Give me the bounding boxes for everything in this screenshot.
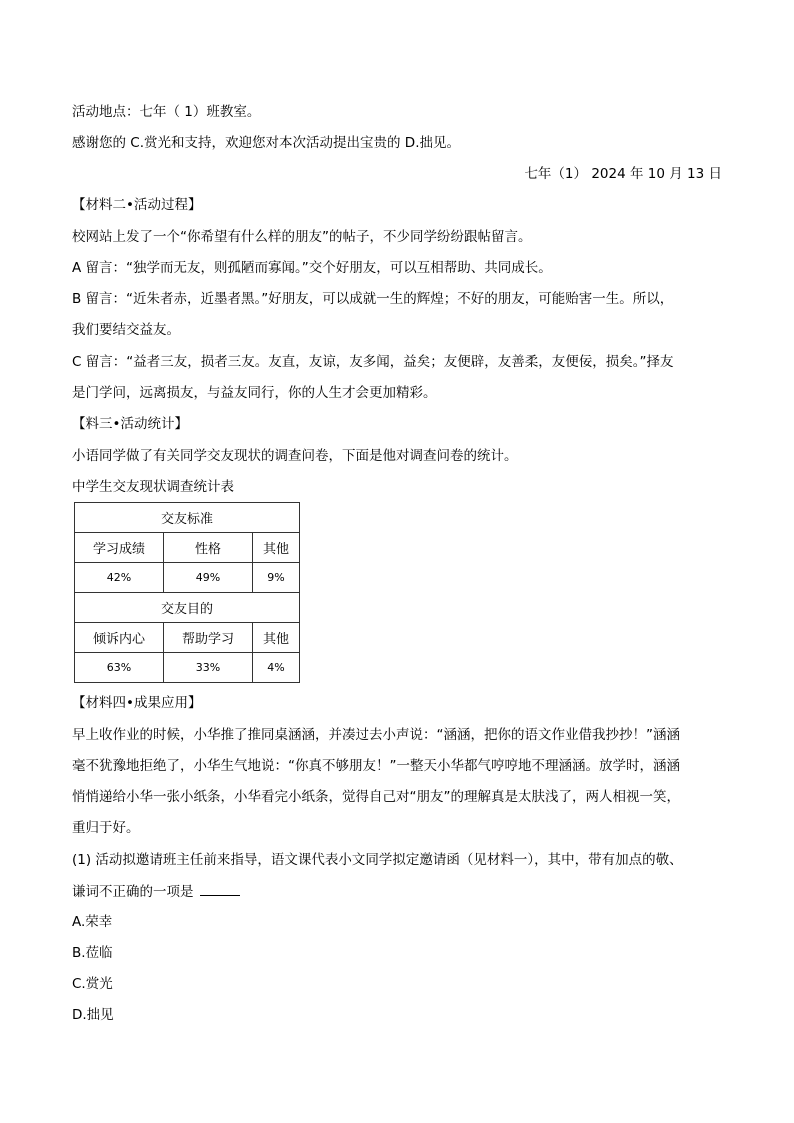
table-header-cell: 其他	[253, 623, 300, 653]
table-value-cell: 49%	[164, 563, 253, 593]
table-header-cell: 性格	[164, 533, 253, 563]
table-header-cell: 学习成绩	[75, 533, 164, 563]
message-c-line1: C 留言：“益者三友，损者三友。友直，友谅，友多闻，益矣；友便辟，友善柔，友便佞，损矣。”择友	[72, 354, 674, 370]
table-row	[75, 533, 300, 563]
message-a: A 留言：“独学而无友，则孤陋而寡闻。”交个好朋友，可以互相帮助、共同成长。	[72, 260, 552, 276]
message-c-line2: 是门学问，远离损友，与益友同行，你的人生才会更加精彩。	[72, 385, 437, 401]
table-header-cell: 其他	[253, 533, 300, 563]
option-c[interactable]: C.赏光	[72, 976, 113, 992]
message-b-line2: 我们要结交益友。	[72, 322, 180, 338]
table-header-cell: 帮助学习	[164, 623, 253, 653]
section1-title: 交友标准	[75, 503, 300, 533]
table-row	[75, 623, 300, 653]
signature-date: 七年（1） 2024 年 10 月 13 日	[524, 166, 722, 182]
table-title: 中学生交友现状调查统计表	[72, 479, 234, 495]
material2-intro: 校网站上发了一个“你希望有什么样的朋友”的帖子，不少同学纷纷跟帖留言。	[72, 229, 532, 245]
material2-heading: 【材料二•活动过程】	[72, 197, 202, 213]
table-value-cell: 33%	[164, 653, 253, 683]
table-value-cell: 4%	[253, 653, 300, 683]
material4-paragraph-line1: 早上收作业的时候，小华推了推同桌涵涵，并凑过去小声说：“涵涵，把你的语文作业借我抄抄！”涵涵	[72, 727, 680, 743]
material4-heading: 【材料四•成果应用】	[72, 695, 202, 711]
material3-intro: 小语同学做了有关同学交友现状的调查问卷，下面是他对调查问卷的统计。	[72, 448, 518, 464]
table-row	[75, 503, 300, 533]
message-b-line1: B 留言：“近朱者赤，近墨者黑。”好朋友，可以成就一生的辉煌；不好的朋友，可能贻害一生。所以，	[72, 291, 674, 307]
table-value-cell: 9%	[253, 563, 300, 593]
survey-table	[74, 502, 300, 683]
question1-stem-line2	[72, 881, 240, 902]
table-value-cell: 63%	[75, 653, 164, 683]
table-header-cell: 倾诉内心	[75, 623, 164, 653]
option-a[interactable]: A.荣幸	[72, 914, 113, 930]
table-row	[75, 653, 300, 683]
table-row	[75, 563, 300, 593]
table-value-cell: 42%	[75, 563, 164, 593]
material4-paragraph-line3: 悄悄递给小华一张小纸条，小华看完小纸条，觉得自己对“朋友”的理解真是太肤浅了，两人相视一笑，	[72, 789, 680, 805]
section2-title: 交友目的	[75, 593, 300, 623]
answer-blank[interactable]	[200, 881, 240, 896]
table-row	[75, 593, 300, 623]
thanks-line: 感谢您的 C.赏光和支持，欢迎您对本次活动提出宝贵的 D.拙见。	[72, 135, 460, 151]
question1-stem-line1: (1) 活动拟邀请班主任前来指导，语文课代表小文同学拟定邀请函（见材料一），其中，带有加点的敬、	[72, 852, 683, 868]
material3-heading: 【料三•活动统计】	[72, 416, 188, 432]
option-b[interactable]: B.莅临	[72, 945, 113, 961]
question1-stem-text: 谦词不正确的一项是	[72, 884, 194, 900]
activity-location: 活动地点：七年（ 1）班教室。	[72, 104, 261, 120]
material4-paragraph-line2: 毫不犹豫地拒绝了，小华生气地说：“你真不够朋友！”一整天小华都气哼哼地不理涵涵。放学时，涵涵	[72, 758, 680, 774]
option-d[interactable]: D.拙见	[72, 1007, 114, 1023]
material4-paragraph-line4: 重归于好。	[72, 820, 140, 836]
